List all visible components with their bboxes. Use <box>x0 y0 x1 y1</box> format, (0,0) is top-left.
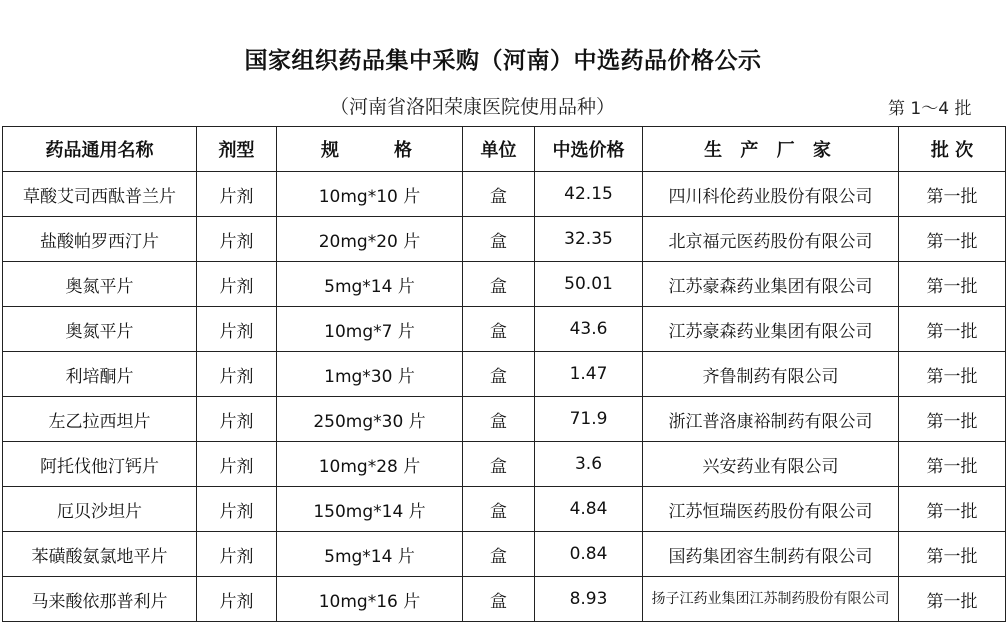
spec-cell: 250mg*30 片 <box>277 397 463 442</box>
price-table <box>2 126 1006 622</box>
manufacturer-cell: 国药集团容生制药有限公司 <box>643 532 899 577</box>
header-spec: 规 格 <box>277 127 463 172</box>
manufacturer-cell: 扬子江药业集团江苏制药股份有限公司 <box>643 577 899 622</box>
spec-cell: 1mg*30 片 <box>277 352 463 397</box>
price-cell: 71.9 <box>535 397 643 442</box>
unit-cell: 盒 <box>463 262 535 307</box>
dosage-form-cell: 片剂 <box>197 352 277 397</box>
dosage-form-cell: 片剂 <box>197 397 277 442</box>
spec-cell: 10mg*7 片 <box>277 307 463 352</box>
dosage-form-cell: 片剂 <box>197 262 277 307</box>
header-drug-name: 药品通用名称 <box>3 127 197 172</box>
manufacturer-cell: 四川科伦药业股份有限公司 <box>643 172 899 217</box>
page-title: 国家组织药品集中采购（河南）中选药品价格公示 <box>244 48 762 74</box>
price-cell: 4.84 <box>535 487 643 532</box>
batch-range-label: 第 1～4 批 <box>888 99 972 119</box>
drug-name-cell: 厄贝沙坦片 <box>3 487 197 532</box>
table-row <box>3 397 1006 442</box>
batch-cell: 第一批 <box>899 217 1006 262</box>
drug-name-cell: 盐酸帕罗西汀片 <box>3 217 197 262</box>
drug-name-cell: 阿托伐他汀钙片 <box>3 442 197 487</box>
dosage-form-cell: 片剂 <box>197 577 277 622</box>
spec-cell: 10mg*16 片 <box>277 577 463 622</box>
table-row <box>3 577 1006 622</box>
table-row <box>3 487 1006 532</box>
batch-cell: 第一批 <box>899 487 1006 532</box>
unit-cell: 盒 <box>463 397 535 442</box>
header-price: 中选价格 <box>535 127 643 172</box>
batch-cell: 第一批 <box>899 307 1006 352</box>
dosage-form-cell: 片剂 <box>197 172 277 217</box>
dosage-form-cell: 片剂 <box>197 217 277 262</box>
drug-name-cell: 草酸艾司西酞普兰片 <box>3 172 197 217</box>
unit-cell: 盒 <box>463 217 535 262</box>
spec-cell: 10mg*10 片 <box>277 172 463 217</box>
unit-cell: 盒 <box>463 577 535 622</box>
batch-cell: 第一批 <box>899 442 1006 487</box>
spec-cell: 20mg*20 片 <box>277 217 463 262</box>
spec-cell: 5mg*14 片 <box>277 262 463 307</box>
unit-cell: 盒 <box>463 532 535 577</box>
price-cell: 32.35 <box>535 217 643 262</box>
batch-cell: 第一批 <box>899 262 1006 307</box>
table-row <box>3 262 1006 307</box>
table-row <box>3 352 1006 397</box>
manufacturer-cell: 江苏豪森药业集团有限公司 <box>643 262 899 307</box>
dosage-form-cell: 片剂 <box>197 442 277 487</box>
batch-cell: 第一批 <box>899 352 1006 397</box>
header-manufacturer: 生 产 厂 家 <box>643 127 899 172</box>
unit-cell: 盒 <box>463 487 535 532</box>
dosage-form-cell: 片剂 <box>197 307 277 352</box>
manufacturer-cell: 北京福元医药股份有限公司 <box>643 217 899 262</box>
table-row <box>3 172 1006 217</box>
table-header-row <box>3 127 1006 172</box>
price-cell: 8.93 <box>535 577 643 622</box>
drug-name-cell: 马来酸依那普利片 <box>3 577 197 622</box>
table-row <box>3 217 1006 262</box>
header-unit: 单位 <box>463 127 535 172</box>
table-row <box>3 307 1006 352</box>
drug-name-cell: 奥氮平片 <box>3 262 197 307</box>
table-row <box>3 442 1006 487</box>
manufacturer-cell: 江苏豪森药业集团有限公司 <box>643 307 899 352</box>
price-cell: 43.6 <box>535 307 643 352</box>
drug-name-cell: 奥氮平片 <box>3 307 197 352</box>
header-batch: 批 次 <box>899 127 1006 172</box>
drug-name-cell: 利培酮片 <box>3 352 197 397</box>
spec-cell: 10mg*28 片 <box>277 442 463 487</box>
batch-cell: 第一批 <box>899 397 1006 442</box>
header-dosage-form: 剂型 <box>197 127 277 172</box>
price-cell: 50.01 <box>535 262 643 307</box>
price-cell: 1.47 <box>535 352 643 397</box>
drug-name-cell: 苯磺酸氨氯地平片 <box>3 532 197 577</box>
table-row <box>3 532 1006 577</box>
dosage-form-cell: 片剂 <box>197 487 277 532</box>
manufacturer-cell: 齐鲁制药有限公司 <box>643 352 899 397</box>
batch-cell: 第一批 <box>899 532 1006 577</box>
page-subtitle: （河南省洛阳荣康医院使用品种） <box>330 96 616 118</box>
batch-cell: 第一批 <box>899 577 1006 622</box>
unit-cell: 盒 <box>463 307 535 352</box>
price-cell: 42.15 <box>535 172 643 217</box>
price-cell: 3.6 <box>535 442 643 487</box>
manufacturer-cell: 江苏恒瑞医药股份有限公司 <box>643 487 899 532</box>
price-cell: 0.84 <box>535 532 643 577</box>
manufacturer-cell: 兴安药业有限公司 <box>643 442 899 487</box>
unit-cell: 盒 <box>463 172 535 217</box>
manufacturer-cell: 浙江普洛康裕制药有限公司 <box>643 397 899 442</box>
batch-cell: 第一批 <box>899 172 1006 217</box>
unit-cell: 盒 <box>463 352 535 397</box>
drug-name-cell: 左乙拉西坦片 <box>3 397 197 442</box>
dosage-form-cell: 片剂 <box>197 532 277 577</box>
spec-cell: 5mg*14 片 <box>277 532 463 577</box>
unit-cell: 盒 <box>463 442 535 487</box>
spec-cell: 150mg*14 片 <box>277 487 463 532</box>
